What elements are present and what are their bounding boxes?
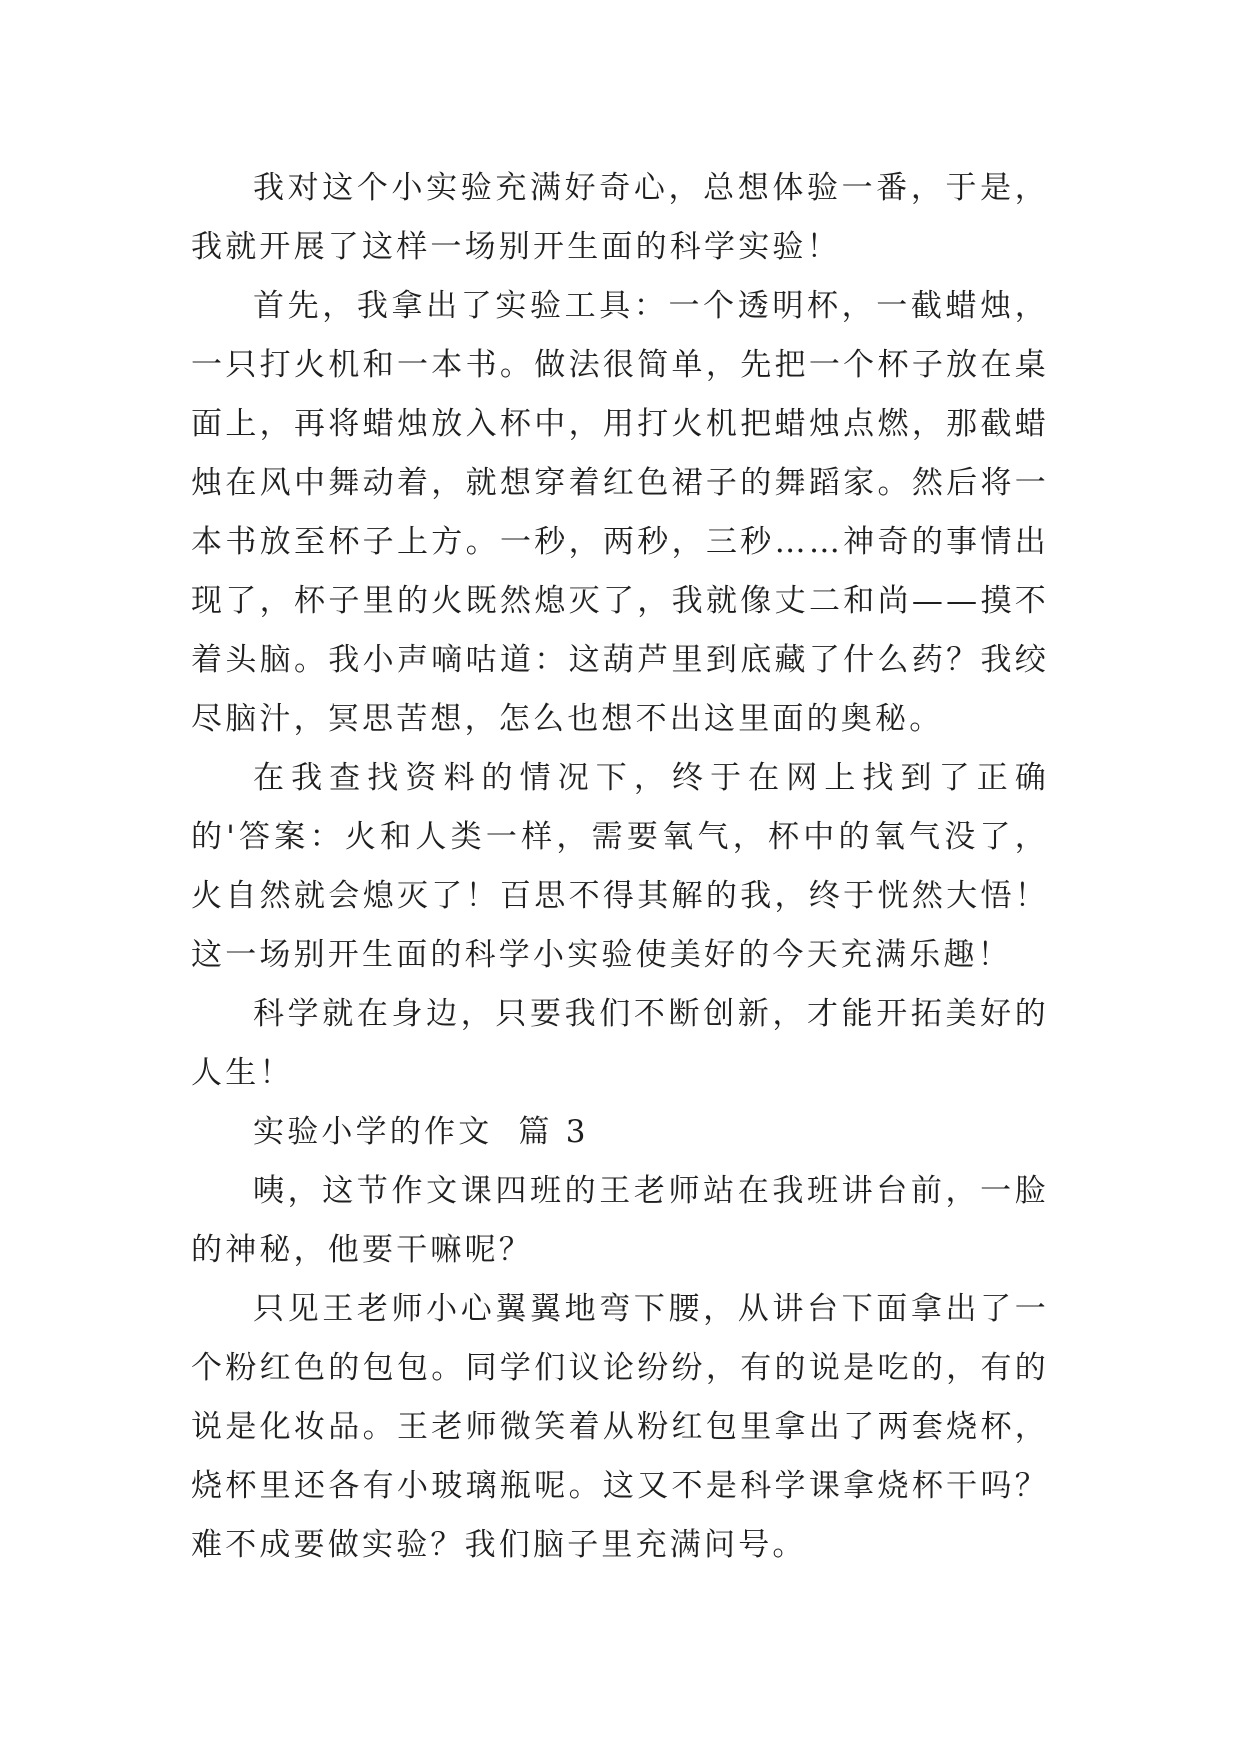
paragraph: 咦，这节作文课四班的王老师站在我班讲台前，一脸的神秘，他要干嘛呢？: [191, 1173, 1049, 1268]
paragraph: 只见王老师小心翼翼地弯下腰，从讲台下面拿出了一个粉红色的包包。同学们议论纷纷，有的说是吃的，有的说是化妆品。王老师微笑着从粉红包里拿出了两套烧杯，烧杯里还各有小玻璃瓶呢。这又不是科学课拿烧杯干吗？难不成要做实验？我们脑子里充满问号。: [191, 1291, 1049, 1563]
document-body: [191, 159, 1049, 1575]
paragraph: 首先，我拿出了实验工具：一个透明杯，一截蜡烛，一只打火机和一本书。做法很简单，先把一个杯子放在桌面上，再将蜡烛放入杯中，用打火机把蜡烛点燃，那截蜡烛在风中舞动着，就想穿着红色裙子的舞蹈家。然后将一本书放至杯子上方。一秒，两秒，三秒……神奇的事情出现了，杯子里的火既然熄灭了，我就像丈二和尚——摸不着头脑。我小声嘀咕道：这葫芦里到底藏了什么药？我绞尽脑汁，冥思苦想，怎么也想不出这里面的奥秘。: [191, 288, 1049, 737]
section-heading: 实验小学的作文 篇 3: [253, 1114, 589, 1150]
paragraph: 科学就在身边，只要我们不断创新，才能开拓美好的人生！: [191, 996, 1049, 1091]
paragraph: 在我查找资料的情况下，终于在网上找到了正确的'答案：火和人类一样，需要氧气，杯中的氧气没了，火自然就会熄灭了！百思不得其解的我，终于恍然大悟！这一场别开生面的科学小实验使美好的今天充满乐趣！: [191, 760, 1049, 973]
paragraph: 我对这个小实验充满好奇心，总想体验一番，于是，我就开展了这样一场别开生面的科学实验！: [191, 170, 1049, 265]
